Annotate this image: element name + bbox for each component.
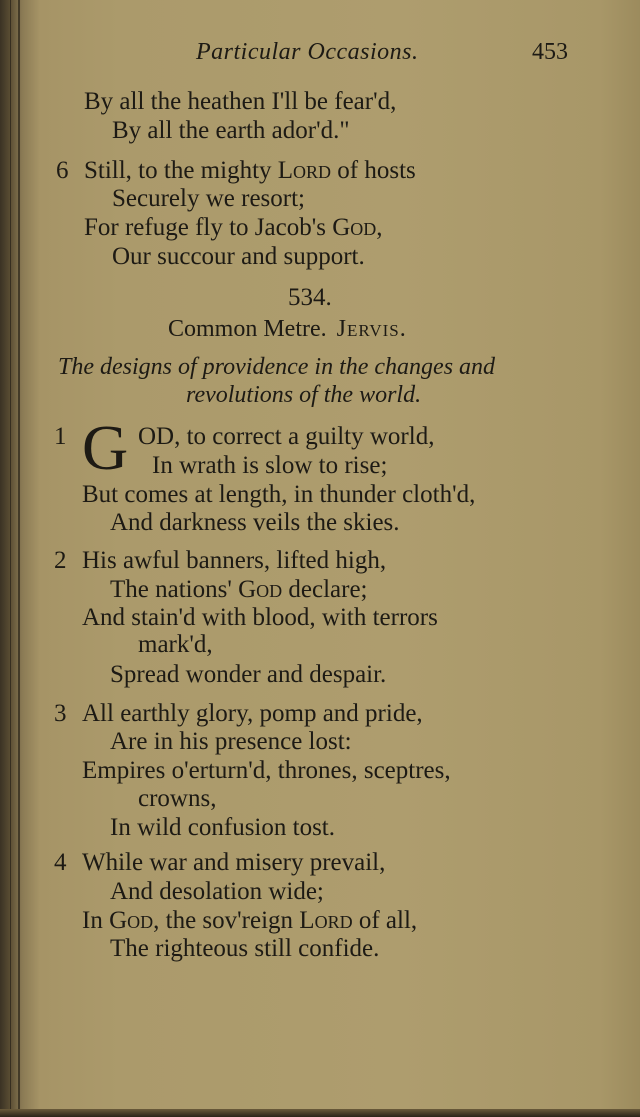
verse-3-line-5: In wild confusion tost. [110, 814, 335, 841]
page-number: 453 [532, 39, 568, 65]
verse-6-line-3: For refuge fly to Jacob's God, [84, 214, 383, 241]
verse-4-line-2: And desolation wide; [110, 878, 324, 905]
verse-2-line-2: The nations' God declare; [110, 576, 368, 603]
verse-1-line-1: OD, to correct a guilty world, [138, 423, 435, 450]
author-name: Jervis. [336, 316, 407, 342]
prev-line-2: By all the earth ador'd." [112, 117, 350, 144]
hymn-meter-line [168, 315, 407, 344]
verse-4-line-1: While war and misery prevail, [82, 849, 386, 876]
page-bottom-edge [0, 1109, 640, 1117]
verse-3-line-2: Are in his presence lost: [110, 728, 352, 755]
verse-1-line-3: But comes at length, in thunder cloth'd, [82, 481, 476, 508]
verse-number-2: 2 [54, 547, 67, 574]
verse-3-line-1: All earthly glory, pomp and pride, [82, 700, 423, 727]
verse-number-3: 3 [54, 700, 67, 727]
subject-line-2: revolutions of the world. [186, 382, 422, 408]
verse-6-line-4: Our succour and support. [112, 243, 365, 270]
verse-3-line-4: crowns, [138, 785, 217, 812]
verse-4-line-3: In God, the sov'reign Lord of all, [82, 907, 418, 934]
prev-line-1: By all the heathen I'll be fear'd, [84, 88, 397, 115]
verse-2-line-5: Spread wonder and despair. [110, 661, 387, 688]
gutter-shadow [10, 0, 11, 1117]
verse-number-6: 6 [56, 157, 69, 184]
subject-line-1: The designs of providence in the changes and [58, 354, 496, 380]
verse-4-line-4: The righteous still confide. [110, 935, 380, 962]
running-header-title: Particular Occasions. [196, 39, 419, 65]
verse-number-1: 1 [54, 423, 67, 450]
verse-3-line-3: Empires o'erturn'd, thrones, sceptres, [82, 757, 451, 784]
gutter-edge [18, 0, 20, 1117]
verse-6-line-1: Still, to the mighty Lord of hosts [84, 157, 416, 184]
verse-number-4: 4 [54, 849, 67, 876]
meter-label: Common Metre. [168, 316, 327, 342]
verse-1-line-4: And darkness veils the skies. [110, 509, 400, 536]
verse-2-line-1: His awful banners, lifted high, [82, 547, 387, 574]
verse-1-line-2: In wrath is slow to rise; [152, 452, 388, 479]
verse-2-line-4: mark'd, [138, 631, 213, 658]
hymn-number: 534. [288, 284, 332, 311]
verse-2-line-3: And stain'd with blood, with terrors [82, 604, 438, 631]
verse-6-line-2: Securely we resort; [112, 185, 305, 212]
drop-cap: G [82, 412, 129, 483]
